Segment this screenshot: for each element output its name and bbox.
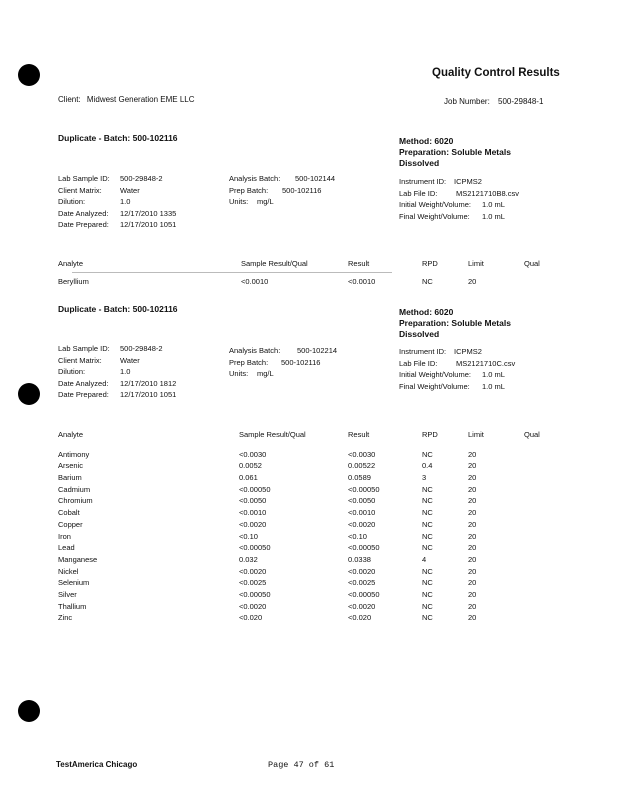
cell-sample-result: <0.00050 <box>239 589 271 599</box>
section-1-instrument-info <box>399 176 519 222</box>
cell-rpd: 0.4 <box>422 461 433 471</box>
kv-row <box>58 173 176 185</box>
section-2-method-block <box>399 307 511 340</box>
cell-sample-result: <0.0030 <box>239 449 267 459</box>
kv-row <box>229 357 337 369</box>
cell-sample-result: 0.032 <box>239 554 258 564</box>
col-qual: Qual <box>524 430 540 439</box>
kv-key: Instrument ID: <box>399 347 447 356</box>
kv-row <box>399 199 519 211</box>
kv-row <box>229 345 337 357</box>
section-2-table-body <box>58 450 568 625</box>
kv-key: Prep Batch: <box>229 357 269 367</box>
cell-analyte: Silver <box>58 589 77 599</box>
kv-key: Initial Weight/Volume: <box>399 370 471 379</box>
kv-row <box>58 378 176 390</box>
cell-analyte: Iron <box>58 531 71 541</box>
cell-result: <0.0020 <box>348 519 376 529</box>
cell-result: <0.00050 <box>348 484 380 494</box>
kv-key: Date Prepared: <box>58 390 109 399</box>
kv-key: Prep Batch: <box>229 185 269 195</box>
cell-sample-result: <0.0010 <box>241 276 269 286</box>
cell-rpd: NC <box>422 589 433 599</box>
kv-key: Dilution: <box>58 197 86 206</box>
cell-sample-result: <0.10 <box>239 531 258 541</box>
kv-key: Units: <box>229 197 249 206</box>
client-label: Client: <box>58 95 81 104</box>
job-number-label: Job Number: <box>444 97 490 106</box>
cell-limit: 20 <box>468 519 477 529</box>
kv-value: 1.0 mL <box>482 381 505 391</box>
kv-key: Date Prepared: <box>58 220 109 229</box>
table-row <box>58 496 568 508</box>
table-row <box>58 578 568 590</box>
cell-rpd: NC <box>422 613 433 623</box>
cell-result: <0.10 <box>348 531 367 541</box>
col-limit: Limit <box>468 259 484 268</box>
cell-limit: 20 <box>468 484 477 494</box>
cell-result: <0.0020 <box>348 601 376 611</box>
cell-analyte: Manganese <box>58 554 98 564</box>
table-row <box>58 590 568 602</box>
punch-hole-middle <box>18 383 40 405</box>
punch-hole-bottom <box>18 700 40 722</box>
table-row <box>58 450 568 462</box>
table-row <box>58 461 568 473</box>
kv-value: 500-29848-2 <box>120 174 163 183</box>
col-sample-result: Sample Result/Qual <box>239 430 306 439</box>
kv-value: 500-102144 <box>295 174 336 183</box>
section-2-method: Method: 6020 <box>399 307 454 317</box>
cell-analyte: Antimony <box>58 449 90 459</box>
cell-result: 0.00522 <box>348 461 376 471</box>
cell-sample-result: <0.00050 <box>239 543 271 553</box>
kv-key: Initial Weight/Volume: <box>399 200 471 209</box>
kv-value: 12/17/2010 1051 <box>120 390 177 399</box>
kv-value: 1.0 mL <box>482 200 505 209</box>
kv-key: Date Analyzed: <box>58 208 109 218</box>
kv-row <box>58 355 176 367</box>
kv-value: 12/17/2010 1335 <box>120 208 177 218</box>
kv-key: Units: <box>229 369 249 378</box>
kv-row <box>58 185 176 197</box>
section-1-batch-info <box>229 173 335 208</box>
section-2-batch-info <box>229 345 337 380</box>
col-limit: Limit <box>468 430 484 439</box>
cell-analyte: Zinc <box>58 613 73 623</box>
cell-rpd: NC <box>422 519 433 529</box>
cell-sample-result: <0.0020 <box>239 601 267 611</box>
table-row <box>58 520 568 532</box>
section-1-sample-info <box>58 173 176 231</box>
cell-analyte: Cadmium <box>58 484 91 494</box>
kv-key: Analysis Batch: <box>229 174 281 183</box>
table-header-row <box>58 430 568 442</box>
punch-hole-top <box>18 64 40 86</box>
kv-key: Date Analyzed: <box>58 378 109 388</box>
kv-value: MS2121710B8.csv <box>456 188 519 198</box>
cell-result: <0.0025 <box>348 578 376 588</box>
kv-value: 500-102116 <box>282 185 322 195</box>
cell-limit: 20 <box>468 276 477 286</box>
footer-lab-name: TestAmerica Chicago <box>56 760 138 769</box>
table-row <box>58 543 568 555</box>
kv-row <box>58 366 176 378</box>
client-line <box>58 95 195 104</box>
table-row <box>58 567 568 579</box>
kv-value: mg/L <box>257 197 274 206</box>
cell-result: <0.0020 <box>348 566 376 576</box>
kv-key: Lab File ID: <box>399 188 438 198</box>
cell-limit: 20 <box>468 589 477 599</box>
kv-row <box>229 173 335 185</box>
section-2-table <box>58 430 568 625</box>
kv-value: 1.0 <box>120 197 131 206</box>
kv-key: Client Matrix: <box>58 185 102 195</box>
footer-page-number: Page 47 of 61 <box>268 760 335 770</box>
kv-key: Dilution: <box>58 367 86 376</box>
cell-limit: 20 <box>468 543 477 553</box>
cell-result: <0.0050 <box>348 496 376 506</box>
cell-sample-result: <0.00050 <box>239 484 271 494</box>
cell-analyte: Beryllium <box>58 276 89 286</box>
kv-row <box>58 208 176 220</box>
kv-row <box>58 389 176 401</box>
cell-limit: 20 <box>468 508 477 518</box>
kv-key: Final Weight/Volume: <box>399 381 470 391</box>
cell-rpd: NC <box>422 449 433 459</box>
kv-key: Final Weight/Volume: <box>399 211 470 221</box>
cell-sample-result: <0.0025 <box>239 578 267 588</box>
kv-value: 1.0 <box>120 367 131 376</box>
section-1-method-block <box>399 136 511 169</box>
kv-value: 500-102214 <box>297 346 338 355</box>
kv-row <box>229 368 337 380</box>
table-row <box>58 508 568 520</box>
kv-row <box>399 346 515 358</box>
kv-value: ICPMS2 <box>454 177 482 186</box>
kv-value: 12/17/2010 1812 <box>120 378 177 388</box>
cell-result: 0.0338 <box>348 554 371 564</box>
col-sample-result: Sample Result/Qual <box>241 259 308 268</box>
table-row <box>58 602 568 614</box>
kv-value: MS2121710C.csv <box>456 358 516 368</box>
cell-sample-result: <0.0050 <box>239 496 267 506</box>
cell-result: <0.0010 <box>348 276 376 286</box>
cell-rpd: NC <box>422 566 433 576</box>
cell-rpd: 3 <box>422 473 427 483</box>
cell-result: <0.0030 <box>348 449 376 459</box>
cell-limit: 20 <box>468 613 477 623</box>
col-rpd: RPD <box>422 430 438 439</box>
section-1-preparation: Preparation: Soluble Metals <box>399 147 511 157</box>
cell-rpd: NC <box>422 543 433 553</box>
col-qual: Qual <box>524 259 540 268</box>
cell-sample-result: <0.0010 <box>239 508 267 518</box>
cell-sample-result: <0.0020 <box>239 566 267 576</box>
table-row <box>58 532 568 544</box>
section-2-heading: Duplicate - Batch: 500-102116 <box>58 304 178 314</box>
section-2-preparation: Preparation: Soluble Metals <box>399 318 511 328</box>
cell-sample-result: 0.0052 <box>239 461 262 471</box>
cell-analyte: Copper <box>58 519 83 529</box>
col-rpd: RPD <box>422 259 438 268</box>
cell-sample-result: <0.0020 <box>239 519 267 529</box>
cell-limit: 20 <box>468 601 477 611</box>
table-row <box>58 555 568 567</box>
kv-row <box>399 381 515 393</box>
cell-analyte: Selenium <box>58 578 90 588</box>
kv-value: 12/17/2010 1051 <box>120 220 177 229</box>
kv-value: 1.0 mL <box>482 370 505 379</box>
table-row <box>58 485 568 497</box>
table-row <box>58 613 568 625</box>
kv-value: ICPMS2 <box>454 347 482 356</box>
kv-key: Lab Sample ID: <box>58 174 110 183</box>
kv-value: Water <box>120 355 140 365</box>
cell-analyte: Thallium <box>58 601 87 611</box>
table-header-row <box>58 259 568 271</box>
cell-limit: 20 <box>468 449 477 459</box>
section-1-preparation-type: Dissolved <box>399 158 440 168</box>
section-2-instrument-info <box>399 346 515 392</box>
cell-sample-result: 0.061 <box>239 473 258 483</box>
cell-rpd: 4 <box>422 554 427 564</box>
kv-row <box>229 196 335 208</box>
section-2-preparation-type: Dissolved <box>399 329 440 339</box>
kv-value: Water <box>120 185 140 195</box>
kv-key: Lab File ID: <box>399 358 438 368</box>
kv-value: mg/L <box>257 369 274 378</box>
cell-rpd: NC <box>422 578 433 588</box>
kv-row <box>399 188 519 200</box>
cell-analyte: Cobalt <box>58 508 80 518</box>
cell-result: <0.00050 <box>348 589 380 599</box>
table-row <box>58 473 568 485</box>
section-2-sample-info <box>58 343 176 401</box>
cell-limit: 20 <box>468 473 477 483</box>
cell-result: <0.020 <box>348 613 372 623</box>
cell-analyte: Nickel <box>58 566 79 576</box>
job-number-line <box>444 97 543 106</box>
cell-analyte: Lead <box>58 543 75 553</box>
kv-row <box>399 358 515 370</box>
col-result: Result <box>348 259 370 268</box>
kv-key: Analysis Batch: <box>229 346 281 355</box>
cell-analyte: Barium <box>58 473 82 483</box>
col-analyte: Analyte <box>58 259 84 268</box>
page-title: Quality Control Results <box>432 67 560 79</box>
cell-limit: 20 <box>468 461 477 471</box>
section-1-table <box>58 259 568 288</box>
kv-row <box>58 219 176 231</box>
cell-rpd: NC <box>422 508 433 518</box>
cell-result: 0.0589 <box>348 473 371 483</box>
cell-limit: 20 <box>468 531 477 541</box>
kv-row <box>399 211 519 223</box>
cell-result: <0.0010 <box>348 508 376 518</box>
cell-limit: 20 <box>468 578 477 588</box>
kv-key: Client Matrix: <box>58 355 102 365</box>
cell-result: <0.00050 <box>348 543 380 553</box>
client-value: Midwest Generation EME LLC <box>86 95 195 104</box>
kv-key: Lab Sample ID: <box>58 344 110 353</box>
cell-rpd: NC <box>422 276 433 286</box>
kv-row <box>229 185 335 197</box>
cell-limit: 20 <box>468 554 477 564</box>
kv-value: 500-29848-2 <box>120 344 163 353</box>
kv-value: 1.0 mL <box>482 211 505 221</box>
cell-limit: 20 <box>468 566 477 576</box>
cell-rpd: NC <box>422 601 433 611</box>
cell-limit: 20 <box>468 496 477 506</box>
kv-row <box>399 176 519 188</box>
kv-row <box>58 196 176 208</box>
table-row <box>58 277 568 289</box>
section-1-heading: Duplicate - Batch: 500-102116 <box>58 133 178 143</box>
kv-value: 500-102116 <box>281 357 321 367</box>
kv-row <box>399 369 515 381</box>
cell-rpd: NC <box>422 496 433 506</box>
kv-row <box>58 343 176 355</box>
cell-analyte: Chromium <box>58 496 93 506</box>
col-result: Result <box>348 430 370 439</box>
cell-analyte: Arsenic <box>58 461 84 471</box>
kv-key: Instrument ID: <box>399 177 447 186</box>
col-analyte: Analyte <box>58 430 84 439</box>
section-1-method: Method: 6020 <box>399 136 454 146</box>
cell-sample-result: <0.020 <box>239 613 263 623</box>
job-number-value: 500-29848-1 <box>498 97 544 106</box>
cell-rpd: NC <box>422 484 433 494</box>
cell-rpd: NC <box>422 531 433 541</box>
